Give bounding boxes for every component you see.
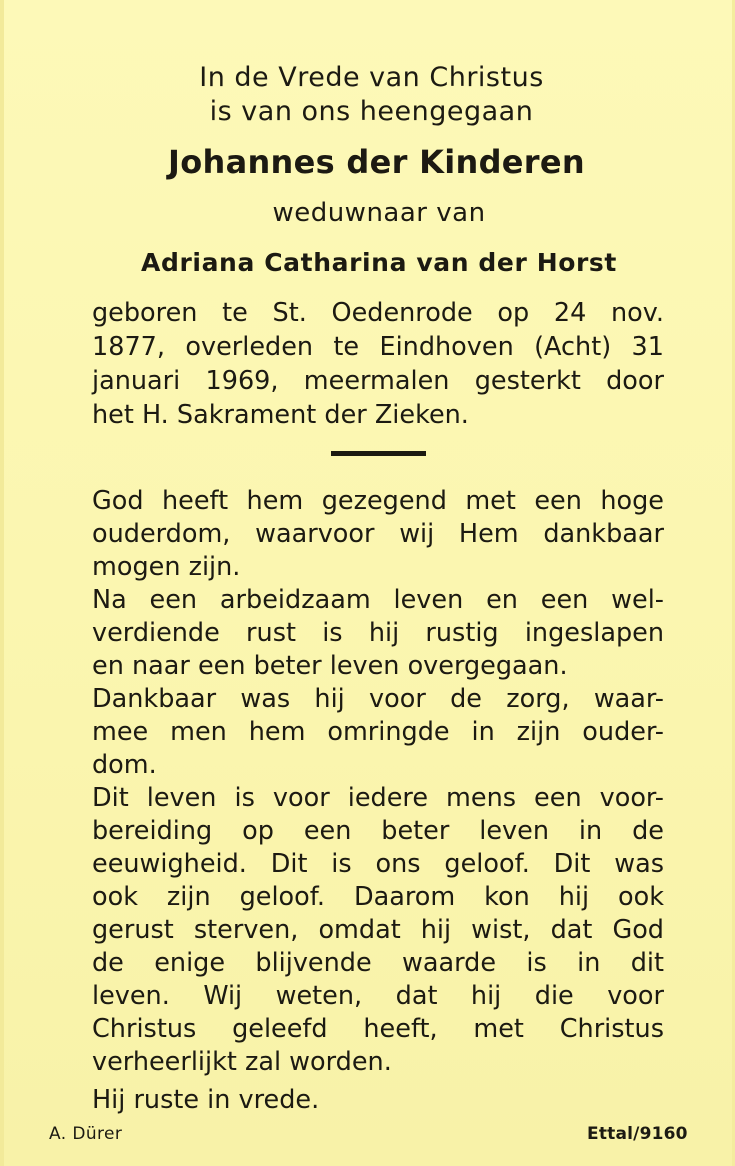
body-line: leven. Wij weten, dat hij die voor xyxy=(92,981,664,1011)
body-line: de enige blijvende waarde is in dit xyxy=(92,948,664,978)
body-line: Dankbaar was hij voor de zorg, waar- xyxy=(92,684,664,714)
body-line: Na een arbeidzaam leven en een wel- xyxy=(92,585,664,615)
birth-line: 1877, overleden te Eindhoven (Acht) 31 xyxy=(92,332,664,362)
divider-rule xyxy=(331,451,426,456)
artist-credit: A. Dürer xyxy=(49,1124,123,1144)
body-line: mee men hem omringde in zijn ouder- xyxy=(92,717,664,747)
body-line: Dit leven is voor iedere mens een voor- xyxy=(92,783,664,813)
spouse-name: Adriana Catharina van der Horst xyxy=(141,248,617,277)
body-line: gerust sterven, omdat hij wist, dat God xyxy=(92,915,664,945)
body-line: en naar een beter leven overgegaan. xyxy=(92,651,568,681)
closing-line: Hij ruste in vrede. xyxy=(92,1085,320,1115)
body-line: mogen zijn. xyxy=(92,552,241,582)
birth-line: het H. Sakrament der Zieken. xyxy=(92,400,469,430)
birth-line: geboren te St. Oedenrode op 24 nov. xyxy=(92,298,664,328)
body-line: bereiding op een beter leven in de xyxy=(92,816,664,846)
body-line: ouderdom, waarvoor wij Hem dankbaar xyxy=(92,519,664,549)
body-line: dom. xyxy=(92,750,157,780)
body-line: God heeft hem gezegend met een hoge xyxy=(92,486,664,516)
widower-of-label: weduwnaar van xyxy=(272,198,486,228)
body-line: verdiende rust is hij rustig ingeslapen xyxy=(92,618,664,648)
body-line: Christus geleefd heeft, met Christus xyxy=(92,1014,664,1044)
birth-line: januari 1969, meermalen gesterkt door xyxy=(92,366,664,396)
body-line: verheerlijkt zal worden. xyxy=(92,1047,392,1077)
intro-line-2: is van ons heengegaan xyxy=(209,96,534,127)
body-line: ook zijn geloof. Daarom kon hij ook xyxy=(92,882,664,912)
deceased-name: Johannes der Kinderen xyxy=(168,143,585,181)
body-line: eeuwigheid. Dit is ons geloof. Dit was xyxy=(92,849,664,879)
print-number: Ettal/9160 xyxy=(587,1124,688,1144)
intro-line-1: In de Vrede van Christus xyxy=(199,62,544,93)
